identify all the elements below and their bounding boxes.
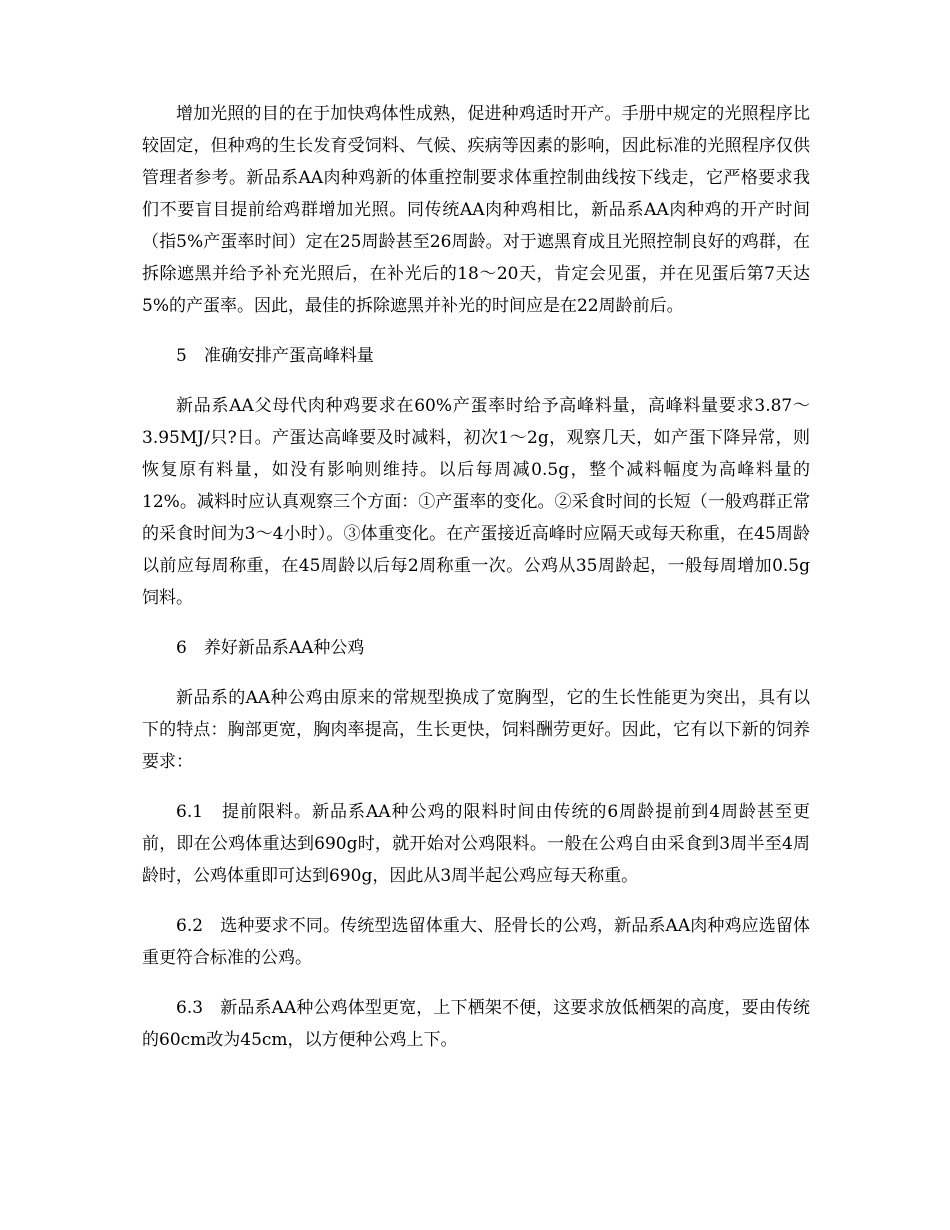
document-body xyxy=(142,98,810,1056)
paragraph-6-1: 6.1 提前限料。新品系AA种公鸡的限料时间由传统的6周龄提前到4周龄甚至更前，即在公鸡体重达到690g时，就开始对公鸡限料。一般在公鸡自由采食到3周半至4周龄时，公鸡体重即可达到690g，因此从3周半起公鸡应每天称重。 xyxy=(142,802,810,886)
paragraph-peak-feed: 新品系AA父母代肉种鸡要求在60%产蛋率时给予高峰料量，高峰料量要求3.87～3.95MJ/只?日。产蛋达高峰要及时减料，初次1～2g，观察几天，如产蛋下降异常，则恢复原有料量，如没有影响则维持。以后每周减0.5g，整个减料幅度为高峰料量的12%。减料时应认真观察三个方面：①产蛋率的变化。②采食时间的长短（一般鸡群正常的采食时间为3～4小时）。③体重变化。在产蛋接近高峰时应隔天或每天称重，在45周龄以前应每周称重，在45周龄以后每2周称重一次。公鸡从35周龄起，一般每周增加0.5g饲料。 xyxy=(142,396,810,608)
paragraph-6-3: 6.3 新品系AA种公鸡体型更宽，上下栖架不便，这要求放低栖架的高度，要由传统的60cm改为45cm，以方便种公鸡上下。 xyxy=(142,998,810,1050)
paragraph-6-2: 6.2 选种要求不同。传统型选留体重大、胫骨长的公鸡，新品系AA肉种鸡应选留体重更符合标准的公鸡。 xyxy=(142,916,810,968)
paragraph-lighting: 增加光照的目的在于加快鸡体性成熟，促进种鸡适时开产。手册中规定的光照程序比较固定，但种鸡的生长发育受饲料、气候、疾病等因素的影响，因此标准的光照程序仅供管理者参考。新品系AA肉种鸡新的体重控制要求体重控制曲线按下线走，它严格要求我们不要盲目提前给鸡群增加光照。同传统AA肉种鸡相比，新品系AA肉种鸡的开产时间（指5%产蛋率时间）定在25周龄甚至26周龄。对于遮黑育成且光照控制良好的鸡群，在拆除遮黑并给予补充光照后，在补光后的18～20天，肯定会见蛋，并在见蛋后第7天达5%的产蛋率。因此，最佳的拆除遮黑并补光的时间应是在22周龄前后。 xyxy=(142,104,810,316)
paragraph-male-breeder-intro: 新品系的AA种公鸡由原来的常规型换成了宽胸型，它的生长性能更为突出，具有以下的特点：胸部更宽，胸肉率提高，生长更快，饲料酬劳更好。因此，它有以下新的饲养要求： xyxy=(142,688,810,772)
section-heading-6: 6 养好新品系AA种公鸡 xyxy=(176,638,365,658)
section-heading-5: 5 准确安排产蛋高峰料量 xyxy=(176,346,374,366)
